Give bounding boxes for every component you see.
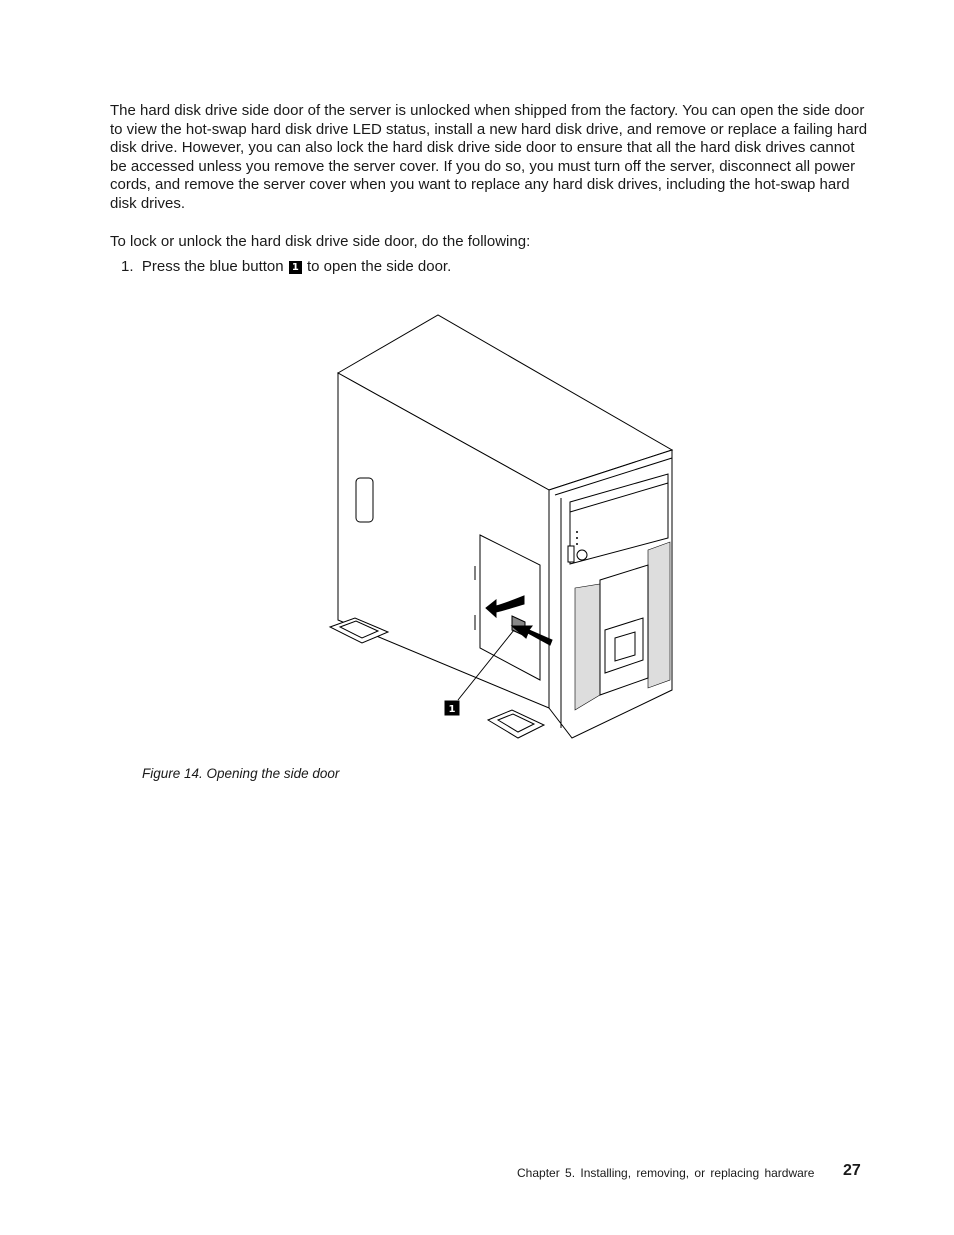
power-button-icon: [577, 550, 587, 560]
front-vent: [575, 584, 600, 710]
step-text-after: to open the side door.: [306, 258, 452, 275]
footer-chapter: Chapter 5. Installing, removing, or replacing hardware: [517, 1166, 815, 1180]
step-1: [121, 258, 451, 277]
instruction-intro: To lock or unlock the hard disk drive side door, do the following:: [110, 233, 531, 250]
side-handle: [356, 478, 373, 522]
server-side-door-illustration: [300, 300, 700, 760]
callout-badge: 1: [289, 261, 302, 274]
step-text-before: Press the blue button: [141, 258, 284, 275]
page-number: 27: [843, 1162, 861, 1179]
figure-callout: 1: [448, 704, 456, 715]
step-number: 1.: [121, 258, 134, 275]
figure-caption: Figure 14. Opening the side door: [142, 766, 340, 781]
intro-paragraph: The hard disk drive side door of the server is unlocked when shipped from the factory. You can open the side door to view the hot-swap hard disk drive LED status, install a new hard disk drive, and remove or replace a failing hard disk drive. However, you can also lock the hard disk drive side door to ensure that all the hard disk drives cannot be accessed unless you remove the server cover. If you do so, you must turn off the server, disconnect all power cords, and remove the server cover when you want to replace any hard disk drives, including the hot-swap hard disk drives.: [110, 102, 868, 212]
